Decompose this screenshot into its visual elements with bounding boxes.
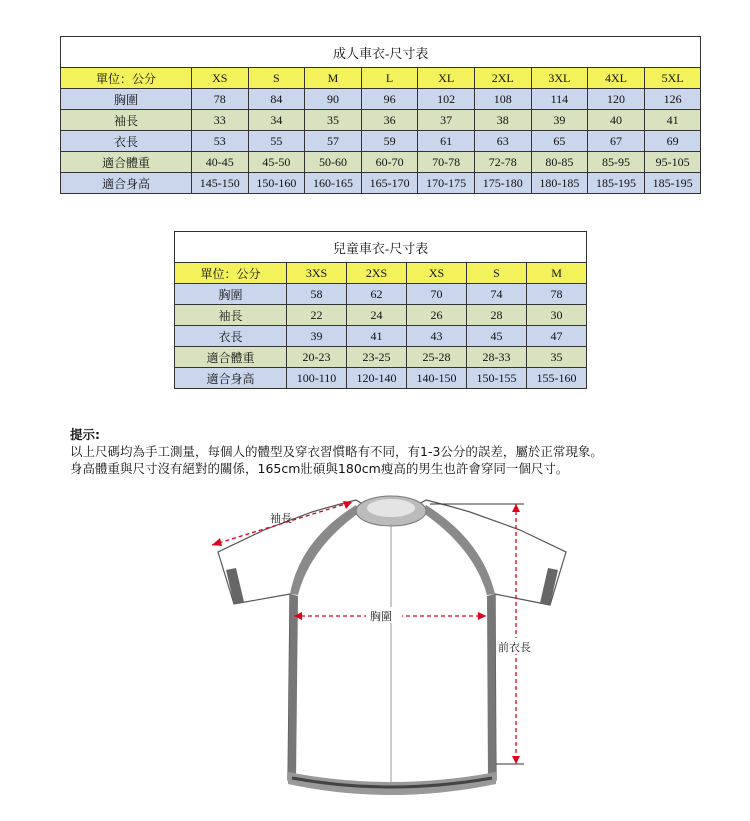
table-cell: 65 <box>531 131 588 152</box>
table-cell: 62 <box>347 284 407 305</box>
size-header: XL <box>418 68 475 89</box>
table-cell: 41 <box>347 326 407 347</box>
size-header: M <box>527 263 587 284</box>
table-cell: 78 <box>527 284 587 305</box>
chest-label: 胸圍 <box>370 610 392 623</box>
row-label: 袖長 <box>61 110 192 131</box>
table-cell: 67 <box>588 131 645 152</box>
length-arrowhead-bottom <box>512 756 520 764</box>
table-cell: 30 <box>527 305 587 326</box>
table-cell: 25-28 <box>407 347 467 368</box>
table-cell: 185-195 <box>588 173 645 194</box>
table-cell: 100-110 <box>287 368 347 389</box>
unit-header: 單位：公分 <box>175 263 287 284</box>
table-cell: 26 <box>407 305 467 326</box>
table-cell: 47 <box>527 326 587 347</box>
table-cell: 74 <box>467 284 527 305</box>
table-cell: 41 <box>644 110 701 131</box>
table-cell: 55 <box>248 131 305 152</box>
table-cell: 96 <box>361 89 418 110</box>
table-cell: 126 <box>644 89 701 110</box>
table-cell: 90 <box>305 89 362 110</box>
kids-table-title: 兒童車衣-尺寸表 <box>175 232 587 263</box>
size-header: 2XL <box>474 68 531 89</box>
table-cell: 150-155 <box>467 368 527 389</box>
table-cell: 23-25 <box>347 347 407 368</box>
row-label: 適合體重 <box>175 347 287 368</box>
table-cell: 43 <box>407 326 467 347</box>
sleeve-arrowhead-left <box>212 538 222 546</box>
right-side-stripe <box>487 594 496 780</box>
table-cell: 36 <box>361 110 418 131</box>
table-cell: 28-33 <box>467 347 527 368</box>
table-cell: 70-78 <box>418 152 475 173</box>
table-cell: 38 <box>474 110 531 131</box>
size-header: 3XL <box>531 68 588 89</box>
size-header: XS <box>407 263 467 284</box>
table-cell: 22 <box>287 305 347 326</box>
tips-title: 提示: <box>70 427 100 442</box>
table-cell: 35 <box>527 347 587 368</box>
table-cell: 61 <box>418 131 475 152</box>
table-cell: 155-160 <box>527 368 587 389</box>
size-header: S <box>248 68 305 89</box>
table-cell: 145-150 <box>192 173 249 194</box>
size-header: 5XL <box>644 68 701 89</box>
table-cell: 45-50 <box>248 152 305 173</box>
table-cell: 40-45 <box>192 152 249 173</box>
table-cell: 120-140 <box>347 368 407 389</box>
size-header: 3XS <box>287 263 347 284</box>
table-cell: 140-150 <box>407 368 467 389</box>
table-cell: 57 <box>305 131 362 152</box>
size-header: M <box>305 68 362 89</box>
row-label: 適合體重 <box>61 152 192 173</box>
table-cell: 53 <box>192 131 249 152</box>
table-cell: 102 <box>418 89 475 110</box>
table-cell: 34 <box>248 110 305 131</box>
table-cell: 35 <box>305 110 362 131</box>
table-cell: 45 <box>467 326 527 347</box>
table-cell: 37 <box>418 110 475 131</box>
unit-header: 單位：公分 <box>61 68 192 89</box>
table-cell: 165-170 <box>361 173 418 194</box>
row-label: 適合身高 <box>61 173 192 194</box>
table-cell: 114 <box>531 89 588 110</box>
table-cell: 33 <box>192 110 249 131</box>
table-cell: 59 <box>361 131 418 152</box>
table-cell: 72-78 <box>474 152 531 173</box>
size-header: XS <box>192 68 249 89</box>
table-cell: 160-165 <box>305 173 362 194</box>
tips-line-2: 身高體重與尺寸沒有絕對的關係，165cm壯碩與180cm瘦高的男生也許會穿同一個尺寸。 <box>70 461 569 476</box>
table-cell: 39 <box>531 110 588 131</box>
table-cell: 180-185 <box>531 173 588 194</box>
front-length-label: 前衣長 <box>498 641 531 654</box>
row-label: 衣長 <box>175 326 287 347</box>
row-label: 袖長 <box>175 305 287 326</box>
length-arrowhead-top <box>512 504 520 512</box>
table-cell: 40 <box>588 110 645 131</box>
table-cell: 20-23 <box>287 347 347 368</box>
table-cell: 70 <box>407 284 467 305</box>
row-label: 胸圍 <box>61 89 192 110</box>
row-label: 適合身高 <box>175 368 287 389</box>
size-header: S <box>467 263 527 284</box>
table-cell: 175-180 <box>474 173 531 194</box>
collar-inner <box>367 499 415 517</box>
size-header: 2XS <box>347 263 407 284</box>
table-cell: 95-105 <box>644 152 701 173</box>
table-cell: 78 <box>192 89 249 110</box>
table-cell: 69 <box>644 131 701 152</box>
table-cell: 63 <box>474 131 531 152</box>
row-label: 衣長 <box>61 131 192 152</box>
table-cell: 39 <box>287 326 347 347</box>
table-cell: 120 <box>588 89 645 110</box>
tips-line-1: 以上尺碼均為手工測量，每個人的體型及穿衣習慣略有不同，有1-3公分的誤差，屬於正常現象。 <box>70 444 603 459</box>
adult-table-title: 成人車衣-尺寸表 <box>61 37 701 68</box>
sleeve-length-label: 袖長 <box>270 512 292 525</box>
table-cell: 84 <box>248 89 305 110</box>
table-cell: 50-60 <box>305 152 362 173</box>
table-cell: 170-175 <box>418 173 475 194</box>
table-cell: 150-160 <box>248 173 305 194</box>
table-cell: 108 <box>474 89 531 110</box>
table-cell: 185-195 <box>644 173 701 194</box>
table-cell: 85-95 <box>588 152 645 173</box>
table-cell: 28 <box>467 305 527 326</box>
table-cell: 80-85 <box>531 152 588 173</box>
table-cell: 58 <box>287 284 347 305</box>
size-header: L <box>361 68 418 89</box>
table-cell: 24 <box>347 305 407 326</box>
size-header: 4XL <box>588 68 645 89</box>
row-label: 胸圍 <box>175 284 287 305</box>
table-cell: 60-70 <box>361 152 418 173</box>
